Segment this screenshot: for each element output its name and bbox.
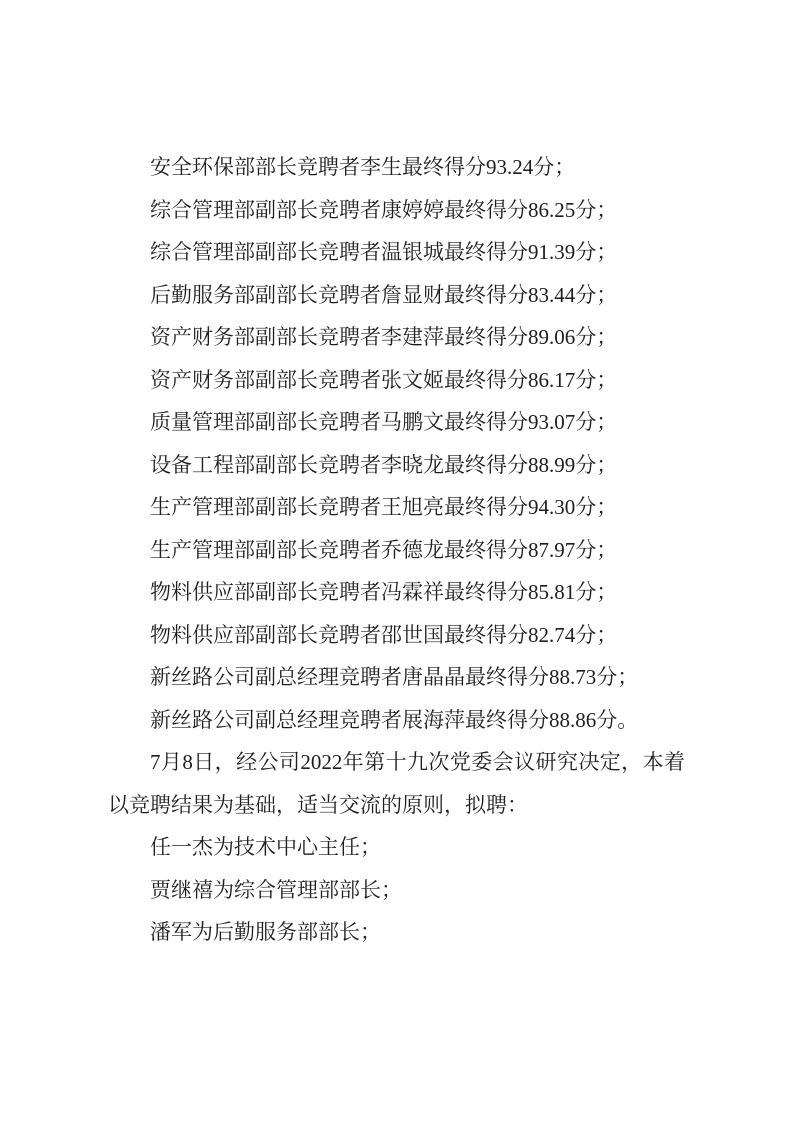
decision-paragraph: 7月8日，经公司2022年第十九次党委会议研究决定，本着以竞聘结果为基础，适当交流的原则，拟聘： bbox=[108, 750, 685, 817]
score-line: 资产财务部副部长竞聘者李建萍最终得分89.06分； bbox=[150, 325, 618, 349]
score-line: 综合管理部副部长竞聘者温银城最终得分91.39分； bbox=[150, 240, 618, 264]
appointment-line: 贾继禧为综合管理部部长； bbox=[150, 877, 402, 902]
appointment-lines-section bbox=[108, 826, 685, 954]
score-line: 物料供应部副部长竞聘者冯霖祥最终得分85.81分； bbox=[150, 580, 618, 604]
score-line: 设备工程部副部长竞聘者李晓龙最终得分88.99分； bbox=[150, 452, 618, 477]
score-line: 资产财务部副部长竞聘者张文姬最终得分86.17分； bbox=[150, 367, 618, 392]
score-line: 生产管理部副部长竞聘者乔德龙最终得分87.97分； bbox=[150, 537, 618, 562]
score-line: 物料供应部副部长竞聘者邵世国最终得分82.74分； bbox=[150, 622, 618, 647]
score-line: 生产管理部副部长竞聘者王旭亮最终得分94.30分； bbox=[150, 495, 618, 519]
score-line: 综合管理部副部长竞聘者康婷婷最终得分86.25分； bbox=[150, 197, 618, 222]
score-line: 新丝路公司副总经理竞聘者唐晶晶最终得分88.73分； bbox=[150, 665, 639, 689]
score-line: 后勤服务部副部长竞聘者詹显财最终得分83.44分； bbox=[150, 282, 618, 307]
score-line: 新丝路公司副总经理竞聘者展海萍最终得分88.86分。 bbox=[150, 707, 639, 732]
score-line: 安全环保部部长竞聘者李生最终得分93.24分； bbox=[150, 155, 576, 179]
score-line: 质量管理部副部长竞聘者马鹏文最终得分93.07分； bbox=[150, 410, 618, 434]
appointment-line: 任一杰为技术中心主任； bbox=[150, 835, 381, 859]
appointment-line: 潘军为后勤服务部部长； bbox=[150, 920, 381, 944]
score-lines-section bbox=[108, 146, 685, 741]
